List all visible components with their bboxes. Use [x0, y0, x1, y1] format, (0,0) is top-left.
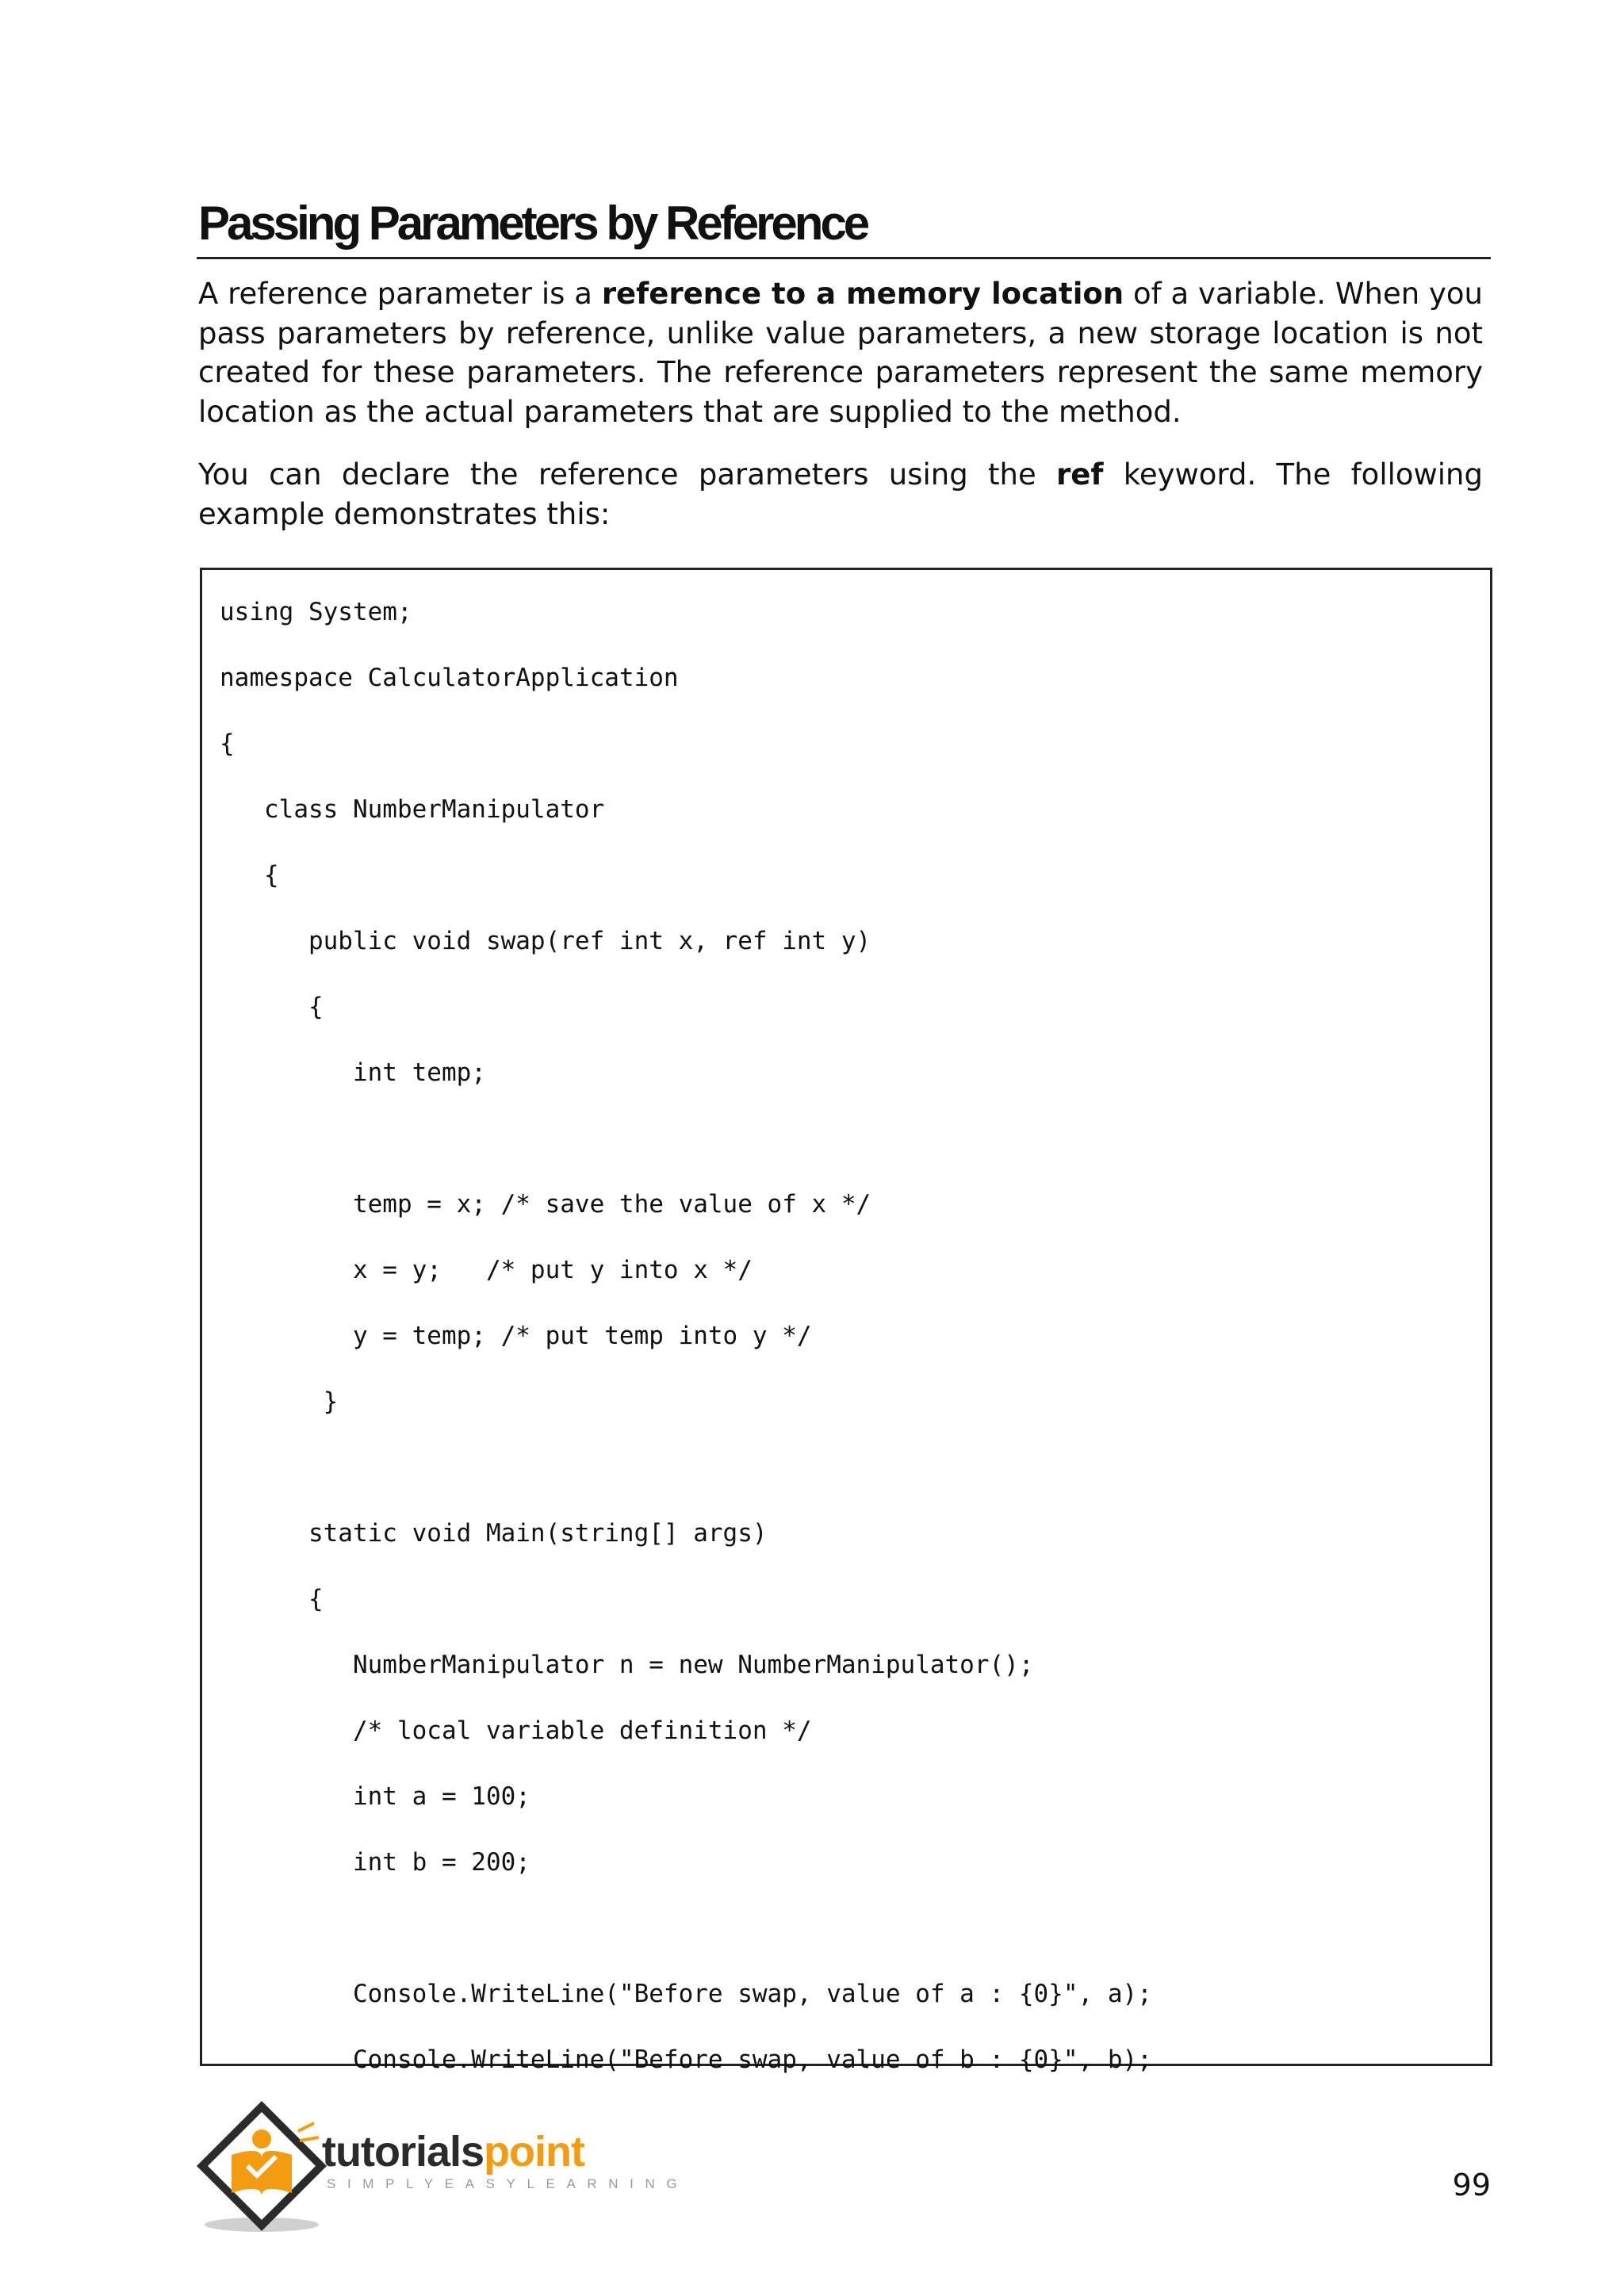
- code-line: int temp;: [220, 1058, 486, 1087]
- code-line: [220, 1435, 1152, 1501]
- tutorialspoint-logo: [195, 2099, 689, 2234]
- paragraph1-text-start: A reference parameter is a: [198, 277, 602, 311]
- code-line: {: [220, 729, 235, 758]
- logo-wordmark: [322, 2128, 585, 2175]
- code-listing: [220, 580, 1152, 2093]
- code-line: int a = 100;: [220, 1782, 530, 1811]
- code-line: Console.WriteLine("Before swap, value of b : {0}", b);: [220, 2045, 1152, 2074]
- logo-word-tutorials: tutorials: [322, 2128, 485, 2175]
- code-line: temp = x; /* save the value of x */: [220, 1190, 871, 1219]
- code-line: /* local variable definition */: [220, 1716, 812, 1745]
- page-number: 99: [1452, 2168, 1491, 2202]
- code-line: {: [220, 861, 279, 890]
- code-line: class NumberManipulator: [220, 795, 605, 824]
- paragraph2-text-end: keyword. The following example demonstrates this:: [198, 457, 1483, 531]
- code-line: public void swap(ref int x, ref int y): [220, 927, 871, 955]
- logo-graphic: [195, 2099, 689, 2234]
- logo-tagline: SIMPLYEASYLEARNING: [327, 2176, 689, 2191]
- logo-spark-1: [298, 2123, 314, 2131]
- paragraph-ref-keyword: [198, 455, 1483, 534]
- code-line: NumberManipulator n = new NumberManipulator();: [220, 1651, 1034, 1679]
- section-heading: Passing Parameters by Reference: [198, 197, 868, 250]
- code-line: [220, 1106, 1152, 1172]
- logo-head-icon: [252, 2130, 271, 2149]
- code-line: int b = 200;: [220, 1848, 530, 1877]
- code-line: namespace CalculatorApplication: [220, 664, 679, 692]
- paragraph2-text-start: You can declare the reference parameters using the: [198, 457, 1057, 492]
- paragraph1-text-end: of a variable. When you pass parameters by reference, unlike value parameters, a new storage location is not created for these parameters. The reference parameters represent the same memory location as the actual parameters that are supplied to the method.: [198, 277, 1483, 429]
- paragraph2-bold-keyword: ref: [1056, 457, 1104, 492]
- code-line: using System;: [220, 598, 412, 626]
- code-line: y = temp; /* put temp into y */: [220, 1322, 812, 1350]
- code-line: {: [220, 1585, 324, 1613]
- logo-spark-2: [300, 2137, 319, 2141]
- paragraph1-bold-phrase: reference to a memory location: [601, 277, 1124, 311]
- code-line: }: [220, 1387, 339, 1416]
- code-line: x = y; /* put y into x */: [220, 1256, 753, 1284]
- code-line: Console.WriteLine("Before swap, value of a : {0}", a);: [220, 1980, 1152, 2008]
- code-line: static void Main(string[] args): [220, 1519, 768, 1548]
- code-example-box: [200, 568, 1492, 2074]
- code-line: [220, 1896, 1152, 1961]
- heading-underline: [197, 257, 1491, 259]
- logo-word-point: point: [484, 2128, 584, 2175]
- code-line: {: [220, 993, 324, 1021]
- paragraph-reference-parameter: [198, 274, 1483, 431]
